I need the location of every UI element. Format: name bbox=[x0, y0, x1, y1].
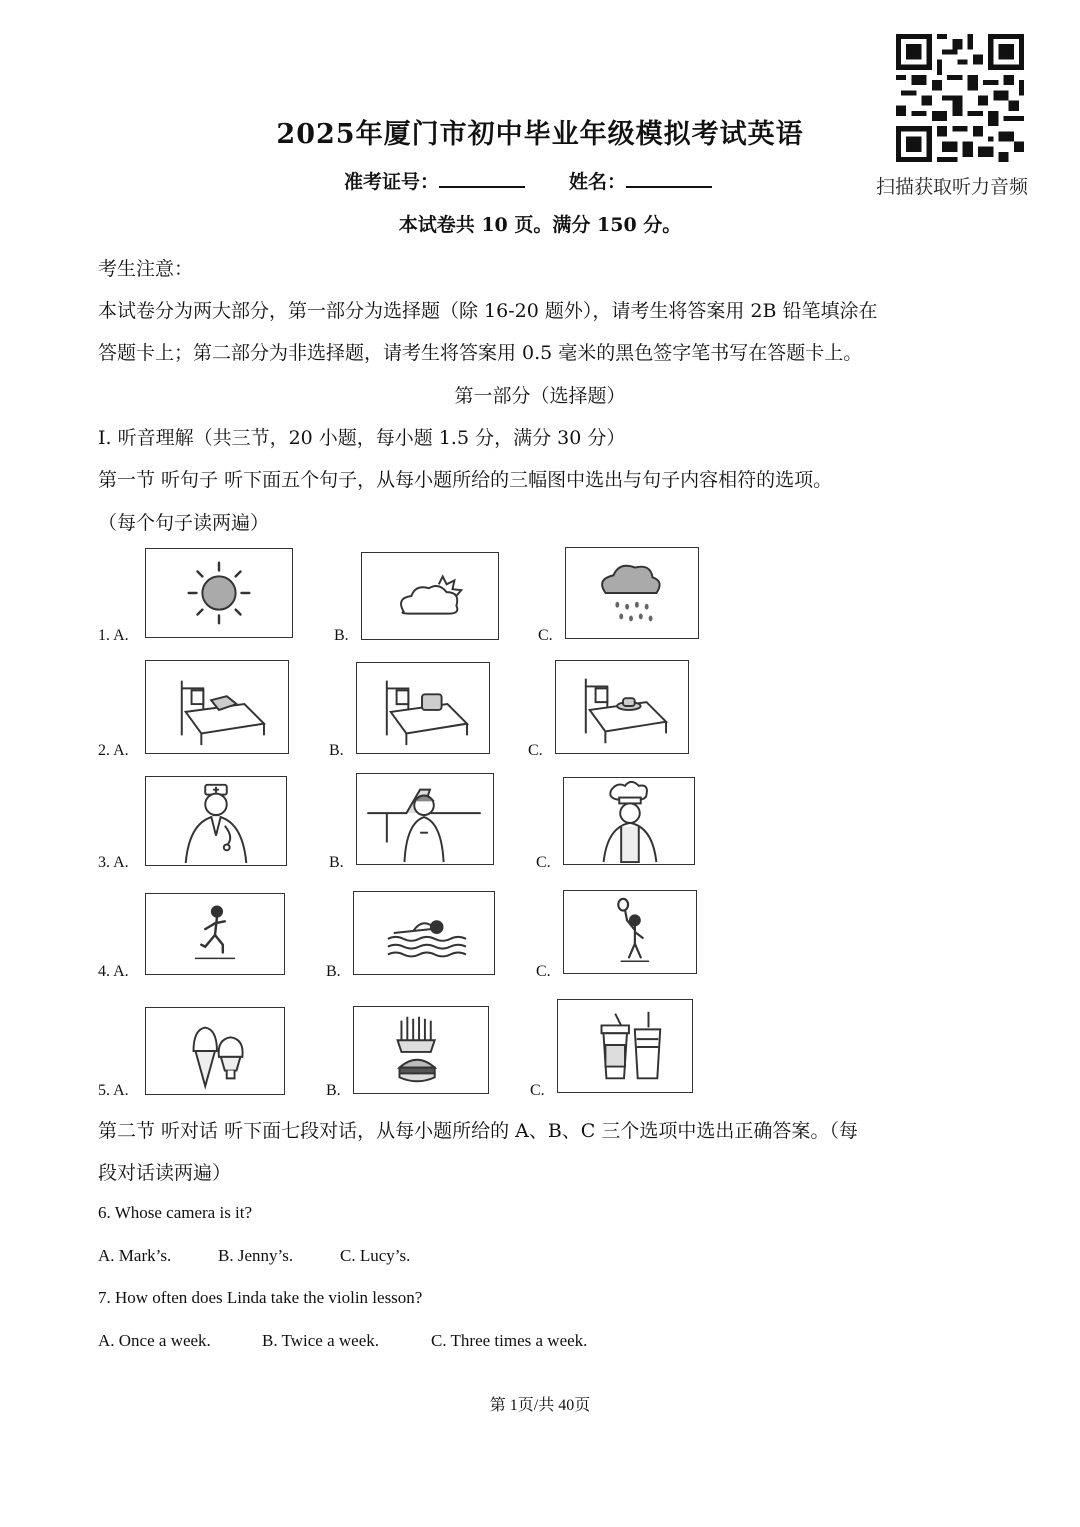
q6-option-c[interactable]: C. Lucy’s. bbox=[340, 1246, 411, 1265]
ice-cream-icon bbox=[146, 1008, 284, 1094]
q1-b-label: B. bbox=[334, 627, 349, 644]
q1-option-a[interactable] bbox=[145, 548, 293, 638]
q4-c-label: C. bbox=[536, 963, 551, 980]
qr-code-icon bbox=[893, 34, 1027, 162]
exam-number-blank bbox=[439, 166, 525, 188]
q5-option-a[interactable] bbox=[145, 1007, 285, 1095]
pilot-icon bbox=[357, 774, 493, 864]
q5-c-label: C. bbox=[530, 1082, 545, 1099]
notice-heading: 考生注意： bbox=[98, 258, 194, 280]
section-2-instruction-cont: 段对话读两遍） bbox=[98, 1162, 232, 1184]
q5-option-b[interactable] bbox=[353, 1006, 489, 1094]
q3-option-a[interactable] bbox=[145, 776, 287, 866]
q2-c-label: C. bbox=[528, 742, 543, 759]
q3-option-b[interactable] bbox=[356, 773, 494, 865]
q2-option-c[interactable] bbox=[555, 660, 689, 754]
q4-b-label: B. bbox=[326, 963, 341, 980]
section-i-title: Ⅰ. 听音理解（共三节，20 小题，每小题 1.5 分，满分 30 分） bbox=[98, 427, 626, 449]
q6-question: 6. Whose camera is it? bbox=[98, 1203, 253, 1222]
qr-caption: 扫描获取听力音频 bbox=[876, 176, 1029, 198]
q5-b-label: B. bbox=[326, 1082, 341, 1099]
bed-bag-icon bbox=[357, 663, 489, 753]
notice-line-2: 答题卡上；第二部分为非选择题，请考生将答案用 0.5 毫米的黑色签字笔书写在答题卡上。 bbox=[98, 342, 863, 364]
q4-option-c[interactable] bbox=[563, 890, 697, 974]
q6-options bbox=[98, 1246, 410, 1266]
q5-label: 5. A. bbox=[98, 1082, 129, 1099]
section-1-instruction: 第一节 听句子 听下面五个句子，从每小题所给的三幅图中选出与句子内容相符的选项。 bbox=[98, 469, 833, 491]
swimming-icon bbox=[354, 892, 494, 974]
q4-option-a[interactable] bbox=[145, 893, 285, 975]
chef-icon bbox=[564, 778, 694, 864]
q4-label: 4. A. bbox=[98, 963, 129, 980]
q2-b-label: B. bbox=[329, 742, 344, 759]
section-1-instruction-cont: （每个句子读两遍） bbox=[98, 512, 270, 534]
burger-fries-icon bbox=[354, 1007, 488, 1093]
q2-label: 2. A. bbox=[98, 742, 129, 759]
q2-option-b[interactable] bbox=[356, 662, 490, 754]
q7-option-a[interactable]: A. Once a week. bbox=[98, 1331, 211, 1350]
paper-info: 本试卷共 10 页。满分 150 分。 bbox=[398, 214, 682, 236]
q6-option-a[interactable]: A. Mark’s. bbox=[98, 1246, 172, 1265]
drinks-icon bbox=[558, 1000, 692, 1092]
page-footer: 第 1页/共 40页 bbox=[489, 1397, 591, 1414]
running-icon bbox=[146, 894, 284, 974]
q3-label: 3. A. bbox=[98, 854, 129, 871]
name-blank bbox=[626, 166, 712, 188]
q4-option-b[interactable] bbox=[353, 891, 495, 975]
q1-label: 1. A. bbox=[98, 627, 129, 644]
name-label: 姓名： bbox=[569, 171, 627, 193]
exam-number-label: 准考证号： bbox=[344, 171, 440, 193]
q7-options bbox=[98, 1331, 587, 1351]
q3-option-c[interactable] bbox=[563, 777, 695, 865]
badminton-icon bbox=[564, 891, 696, 973]
q1-option-c[interactable] bbox=[565, 547, 699, 639]
section-2-instruction: 第二节 听对话 听下面七段对话，从每小题所给的 A、B、C 三个选项中选出正确答案。（每 bbox=[98, 1120, 858, 1142]
q3-b-label: B. bbox=[329, 854, 344, 871]
candidate-info-row bbox=[344, 166, 712, 194]
q7-question: 7. How often does Linda take the violin lesson? bbox=[98, 1288, 423, 1307]
q6-option-b[interactable]: B. Jenny’s. bbox=[218, 1246, 294, 1265]
q1-c-label: C. bbox=[538, 627, 553, 644]
q1-option-b[interactable] bbox=[361, 552, 499, 640]
doctor-icon bbox=[146, 777, 286, 865]
bed-hat-icon bbox=[556, 661, 688, 753]
rain-cloud-icon bbox=[566, 548, 698, 638]
page-title: 2025年厦门市初中毕业年级模拟考试英语 bbox=[276, 119, 804, 150]
q2-option-a[interactable] bbox=[145, 660, 289, 754]
cloud-sun-icon bbox=[362, 553, 498, 639]
bed-clothes-icon bbox=[146, 661, 288, 753]
q3-c-label: C. bbox=[536, 854, 551, 871]
q7-option-c[interactable]: C. Three times a week. bbox=[431, 1331, 588, 1350]
notice-line-1: 本试卷分为两大部分，第一部分为选择题（除 16-20 题外），请考生将答案用 2B 铅笔填涂在 bbox=[98, 300, 878, 322]
q7-option-b[interactable]: B. Twice a week. bbox=[262, 1331, 379, 1350]
q5-option-c[interactable] bbox=[557, 999, 693, 1093]
sun-icon bbox=[146, 549, 292, 637]
part-one-title: 第一部分（选择题） bbox=[454, 385, 626, 407]
